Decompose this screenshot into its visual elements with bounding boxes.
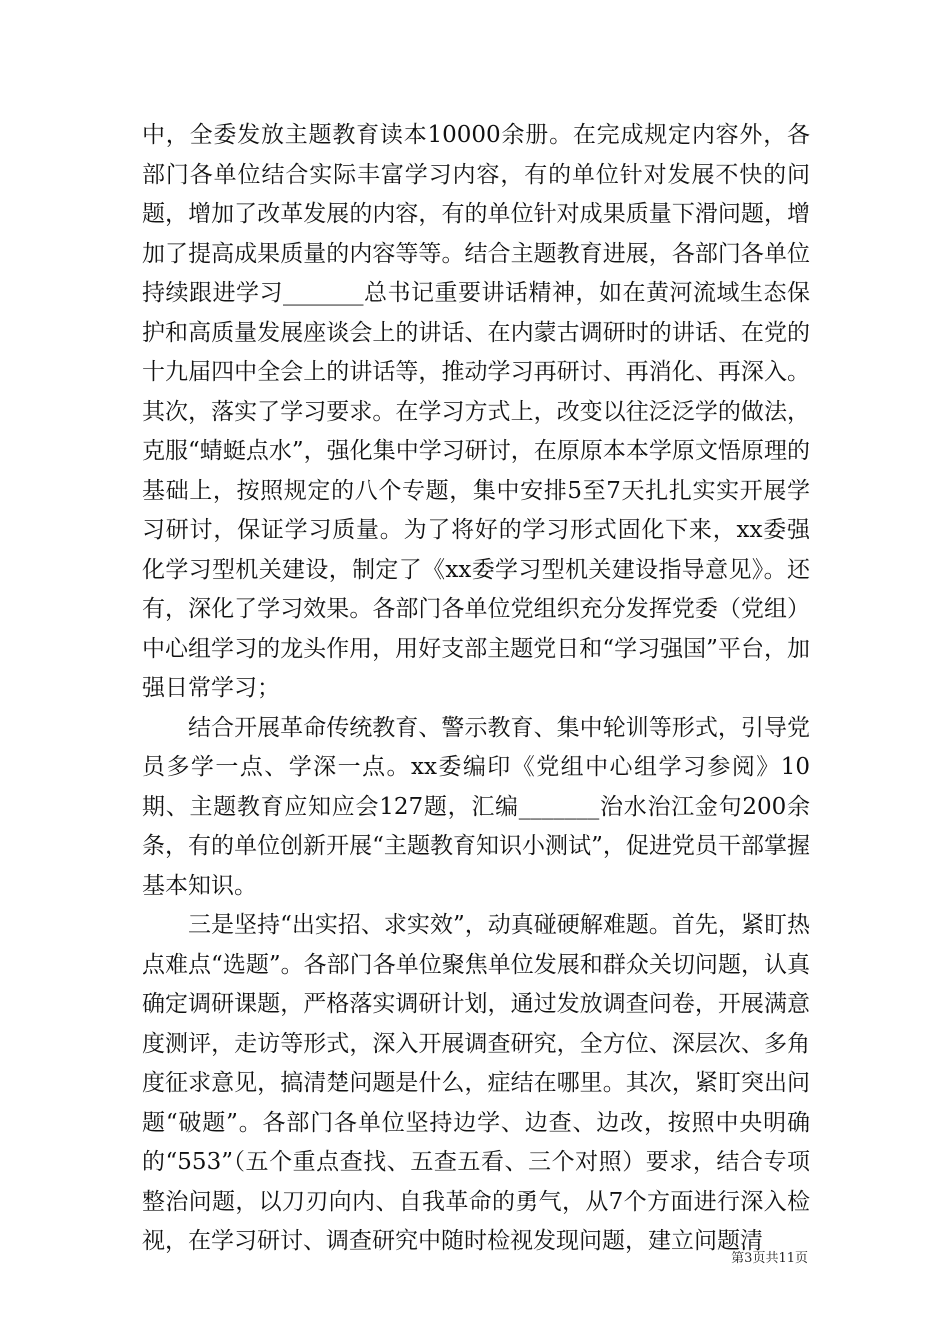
paragraph-1: 中，全委发放主题教育读本10000余册。在完成规定内容外，各部门各单位结合实际丰富学习内容，有的单位针对发展不快的问题，增加了改革发展的内容，有的单位针对成果质量下滑问题，增加了提高成果质量的内容等等。结合主题教育进展，各部门各单位持续跟进学习_______总书记重要讲话精神，如在黄河流域生态保护和高质量发展座谈会上的讲话、在内蒙古调研时的讲话、在党的十九届四中全会上的讲话等，推动学习再研讨、再消化、再深入。其次，落实了学习要求。在学习方式上，改变以往泛泛学的做法，克服“蜻蜓点水”，强化集中学习研讨，在原原本本学原文悟原理的基础上，按照规定的八个专题，集中安排5至7天扎扎实实开展学习研讨，保证学习质量。为了将好的学习形式固化下来，xx委强化学习型机关建设，制定了《xx委学习型机关建设指导意见》。还有，深化了学习效果。各部门各单位党组织充分发挥党委（党组）中心组学习的龙头作用，用好支部主题党日和“学习强国”平台，加强日常学习； bbox=[142, 122, 810, 701]
document-body bbox=[142, 116, 810, 1262]
page-number-footer: 第3页共11页 bbox=[731, 1251, 808, 1266]
paragraph-3: 三是坚持“出实招、求实效”，动真碰硬解难题。首先，紧盯热点难点“选题”。各部门各单位聚焦单位发展和群众关切问题，认真确定调研课题，严格落实调研计划，通过发放调查问卷，开展满意度测评，走访等形式，深入开展调查研究，全方位、深层次、多角度征求意见，搞清楚问题是什么，症结在哪里。其次，紧盯突出问题“破题”。各部门各单位坚持边学、边查、边改，按照中央明确的“553”（五个重点查找、五查五看、三个对照）要求，结合专项整治问题，以刀刃向内、自我革命的勇气，从7个方面进行深入检视，在学习研讨、调查研究中随时检视发现问题，建立问题清 bbox=[142, 912, 810, 1254]
paragraph-2: 结合开展革命传统教育、警示教育、集中轮训等形式，引导党员多学一点、学深一点。xx委编印《党组中心组学习参阅》10期、主题教育应知应会127题，汇编_______治水治江金句200余条，有的单位创新开展“主题教育知识小测试”，促进党员干部掌握基本知识。 bbox=[142, 714, 810, 899]
